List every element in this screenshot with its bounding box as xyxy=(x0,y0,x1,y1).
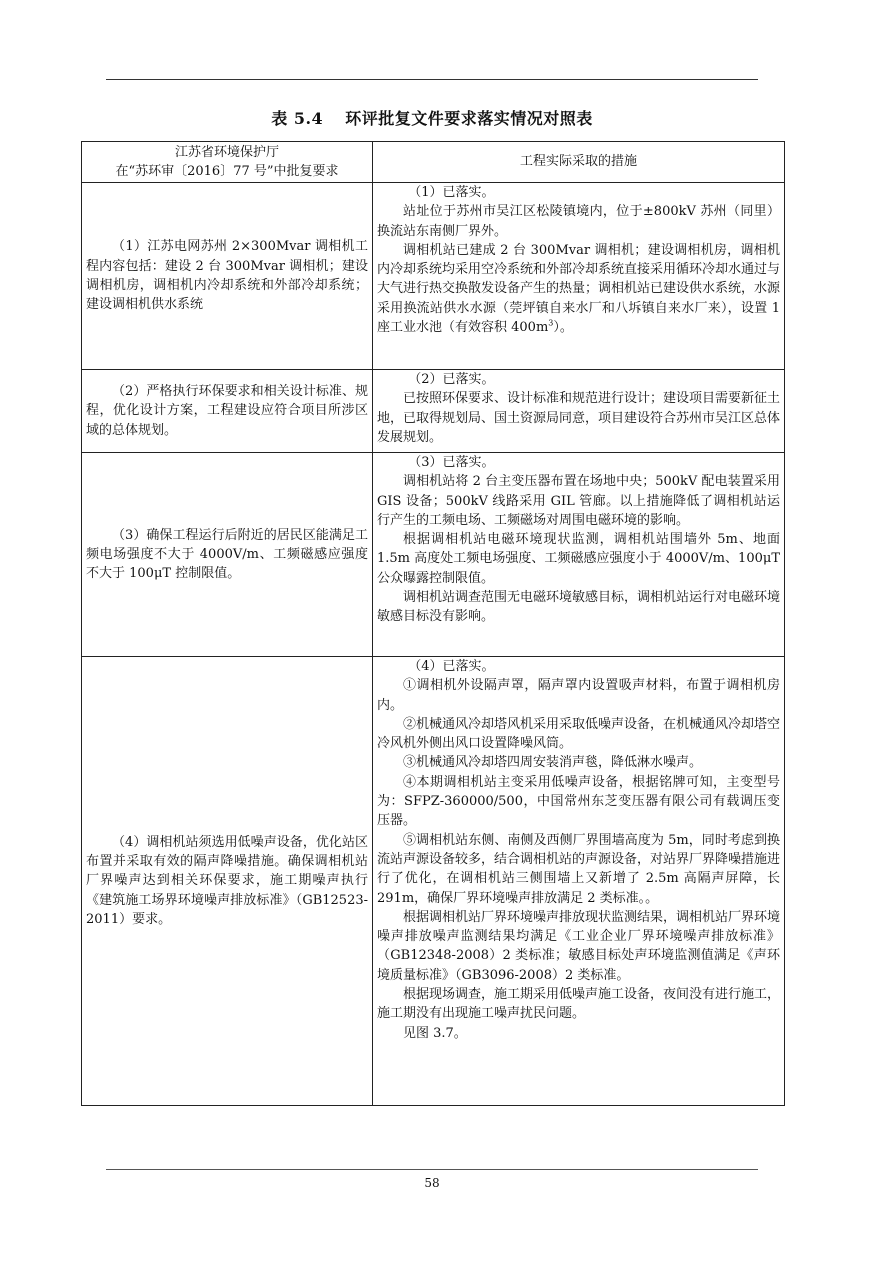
measure-paragraph: ②机械通风冷却塔风机采用采取低噪声设备，在机械通风冷却塔空冷风机外侧出风口设置降噪风筒。 xyxy=(377,716,781,752)
footer-rule xyxy=(106,1169,758,1170)
requirement-cell xyxy=(82,657,373,1106)
measure-paragraph: （4）已落实。 xyxy=(408,659,495,674)
header-requirement xyxy=(82,142,373,183)
table-row xyxy=(82,453,785,657)
measures-cell xyxy=(373,183,785,370)
measure-paragraph-body: 调相机站已建成 2 台 300Mvar 调相机；建设调相机房，调相机内冷却系统均采用空冷系统和外部冷却系统直接采用循环冷却水通过与大气进行热交换散发设备产生的热量；调相机站已建设供水系统，水源采用换流站供水水源（莞坪镇自来水厂和八坼镇自来水厂来），设置 1 座工业水池（有效容积 400m xyxy=(377,242,781,336)
measure-paragraph: 根据调相机站电磁环境现状监测，调相机站围墙外 5m、地面 1.5m 高度处工频电场强度、工频磁感应强度小于 4000V/m、100μT 公众曝露控制限值。 xyxy=(377,532,780,586)
header-measures: 工程实际采取的措施 xyxy=(373,142,785,183)
measures-cell xyxy=(373,370,785,453)
measure-paragraph: 根据现场调查，施工期采用低噪声施工设备，夜间没有进行施工，施工期没有出现施工噪声扰民问题。 xyxy=(377,987,781,1022)
requirement-text: （3）确保工程运行后附近的居民区能满足工频电场强度不大于 4000V/m、工频磁感应强度不大于 100μT 控制限值。 xyxy=(86,527,368,582)
measure-paragraph: ⑤调相机站东侧、南侧及西侧厂界围墙高度为 5m，同时考虑到换流站声源设备较多，结合调相机站的声源设备，对站界厂界降噪措施进行了优化，在调相机站三侧围墙上又新增了 2.5m 高隔声屏障，长 291m，确保厂界环境噪声排放满足 2 类标准。。 xyxy=(377,832,781,906)
measure-paragraph: 见图 3.7。 xyxy=(403,1025,467,1041)
measure-paragraph-tail: ）。 xyxy=(553,320,573,336)
measure-paragraph: 根据调相机站厂界环境噪声排放现状监测结果，调相机站厂界环境噪声排放噪声监测结果均满足《工业企业厂界环境噪声排放标准》（GB12348-2008）2 类标准；敏感目标处声环境监测值满足《声环境质量标准》（GB3096-2008）2 类标准。 xyxy=(377,909,781,983)
requirement-cell xyxy=(82,370,373,453)
measure-paragraph: 站址位于苏州市吴江区松陵镇境内，位于±800kV 苏州（同里）换流站东南侧厂界外。 xyxy=(377,204,780,239)
measure-paragraph xyxy=(377,241,780,337)
table-title xyxy=(106,106,758,129)
header-rule xyxy=(106,79,758,80)
measure-paragraph: （2）已落实。 xyxy=(408,372,495,387)
measures-cell xyxy=(373,657,785,1106)
table-title-text: 环评批复文件要求落实情况对照表 xyxy=(345,109,593,128)
requirement-cell xyxy=(82,183,373,370)
measure-paragraph: ③机械通风冷却塔四周安装消声毯，降低淋水噪声。 xyxy=(403,755,703,771)
header-requirement-line1: 江苏省环境保护厅 xyxy=(174,144,279,160)
measure-paragraph: 调相机站将 2 台主变压器布置在场地中央；500kV 配电装置采用 GIS 设备；500kV 线路采用 GIL 管廊。以上措施降低了调相机站运行产生的工频电场、工频磁场对周围电磁环境的影响。 xyxy=(377,474,780,528)
page-number: 58 xyxy=(424,1176,440,1190)
requirement-text: （4）调相机站须选用低噪声设备，优化站区布置并采取有效的隔声降噪措施。确保调相机站厂界噪声达到相关环保要求，施工期噪声执行《建筑施工场界环境噪声排放标准》（GB12523-2011）要求。 xyxy=(86,834,368,927)
measure-paragraph: （1）已落实。 xyxy=(408,185,495,200)
table-row xyxy=(82,657,785,1106)
table-row xyxy=(82,183,785,370)
measure-paragraph: ④本期调相机站主变采用低噪声设备，根据铭牌可知，主变型号为：SFPZ-360000/500，中国常州东芝变压器有限公司有载调压变压器。 xyxy=(377,774,780,829)
measures-cell xyxy=(373,453,785,657)
measure-paragraph: 调相机站调查范围无电磁环境敏感目标，调相机站运行对电磁环境敏感目标没有影响。 xyxy=(377,590,781,625)
table-header-row xyxy=(82,142,785,183)
measure-paragraph: （3）已落实。 xyxy=(408,455,495,470)
table-number: 表 5.4 xyxy=(271,109,324,128)
header-requirement-line2: 在“苏环审〔2016〕77 号”中批复要求 xyxy=(115,164,339,179)
measure-paragraph: 已按照环保要求、设计标准和规范进行设计；建设项目需要新征土地，已取得规划局、国土资源局同意，项目建设符合苏州市吴江区总体发展规划。 xyxy=(377,391,781,445)
table-row xyxy=(82,370,785,453)
measure-paragraph: ①调相机外设隔声罩，隔声罩内设置吸声材料，布置于调相机房内。 xyxy=(377,678,780,713)
requirement-cell xyxy=(82,453,373,657)
requirement-text: （1）江苏电网苏州 2×300Mvar 调相机工程内容包括：建设 2 台 300Mvar 调相机；建设调相机房，调相机内冷却系统和外部冷却系统；建设调相机供水系统 xyxy=(86,239,368,313)
requirement-text: （2）严格执行环保要求和相关设计标准、规程，优化设计方案，工程建设应符合项目所涉区域的总体规划。 xyxy=(86,384,368,438)
comparison-table xyxy=(81,141,785,1106)
superscript: 3 xyxy=(548,318,554,328)
